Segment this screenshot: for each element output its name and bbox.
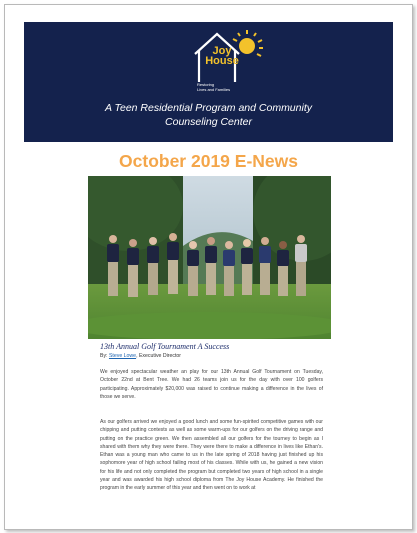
logo-tag-line2: Lives and Families xyxy=(197,87,231,92)
article-paragraph-1: We enjoyed spectacular weather an play for our 13th Annual Golf Tournament on Tuesday, October 22nd at Bent Tree. We had 26 teams join us for the day with over 100 golfers participating. Approximately $20,000 was raised to continue making a difference in the lives of those we serve. xyxy=(100,369,323,400)
byline-label: By: xyxy=(100,353,108,359)
joy-house-logo xyxy=(189,26,267,98)
logo-name xyxy=(199,46,245,66)
article-paragraph-2: As our golfers arrived we enjoyed a good lunch and some fun-spirited competitive games with our chipping and putting contests as well as some warm-ups for our golfers on the driving range and putting on the practice green. We then assembled all our golfers for the tourney to begin as I shared with them why they were there. They were there to make a difference in lives like Ethan's. Ethan was a young man who came to us in the late spring of 2018 having just finished up his sophomore year of high school failing most of his classes. While with us, he gained a new vision for his life and not only completed the program but completed two years of high school in a single year and was awarded his high school diploma from The Joy House Academy. He finished the program in the early summer of this year and then went on to work at xyxy=(100,419,323,492)
logo-name-line2: House xyxy=(205,55,239,67)
logo-name-line1: Joy xyxy=(212,45,232,57)
tagline-line1: A Teen Residential Program and Community xyxy=(105,102,312,114)
header-banner xyxy=(24,22,393,142)
header-tagline xyxy=(24,101,393,129)
newsletter-page xyxy=(4,4,413,530)
logo-tagline xyxy=(197,82,249,92)
newsletter-title: October 2019 E-News xyxy=(119,151,298,171)
article-byline xyxy=(100,353,380,359)
author-role: , Executive Director xyxy=(136,353,182,359)
team-photo-illustration xyxy=(88,176,331,339)
logo-tag-line1: Restoring xyxy=(197,82,215,87)
author-link[interactable]: Steve Lowe xyxy=(108,353,137,359)
article-title: 13th Annual Golf Tournament A Success xyxy=(100,342,230,351)
tagline-line2: Counseling Center xyxy=(165,116,252,128)
golf-team-photo xyxy=(88,176,331,339)
